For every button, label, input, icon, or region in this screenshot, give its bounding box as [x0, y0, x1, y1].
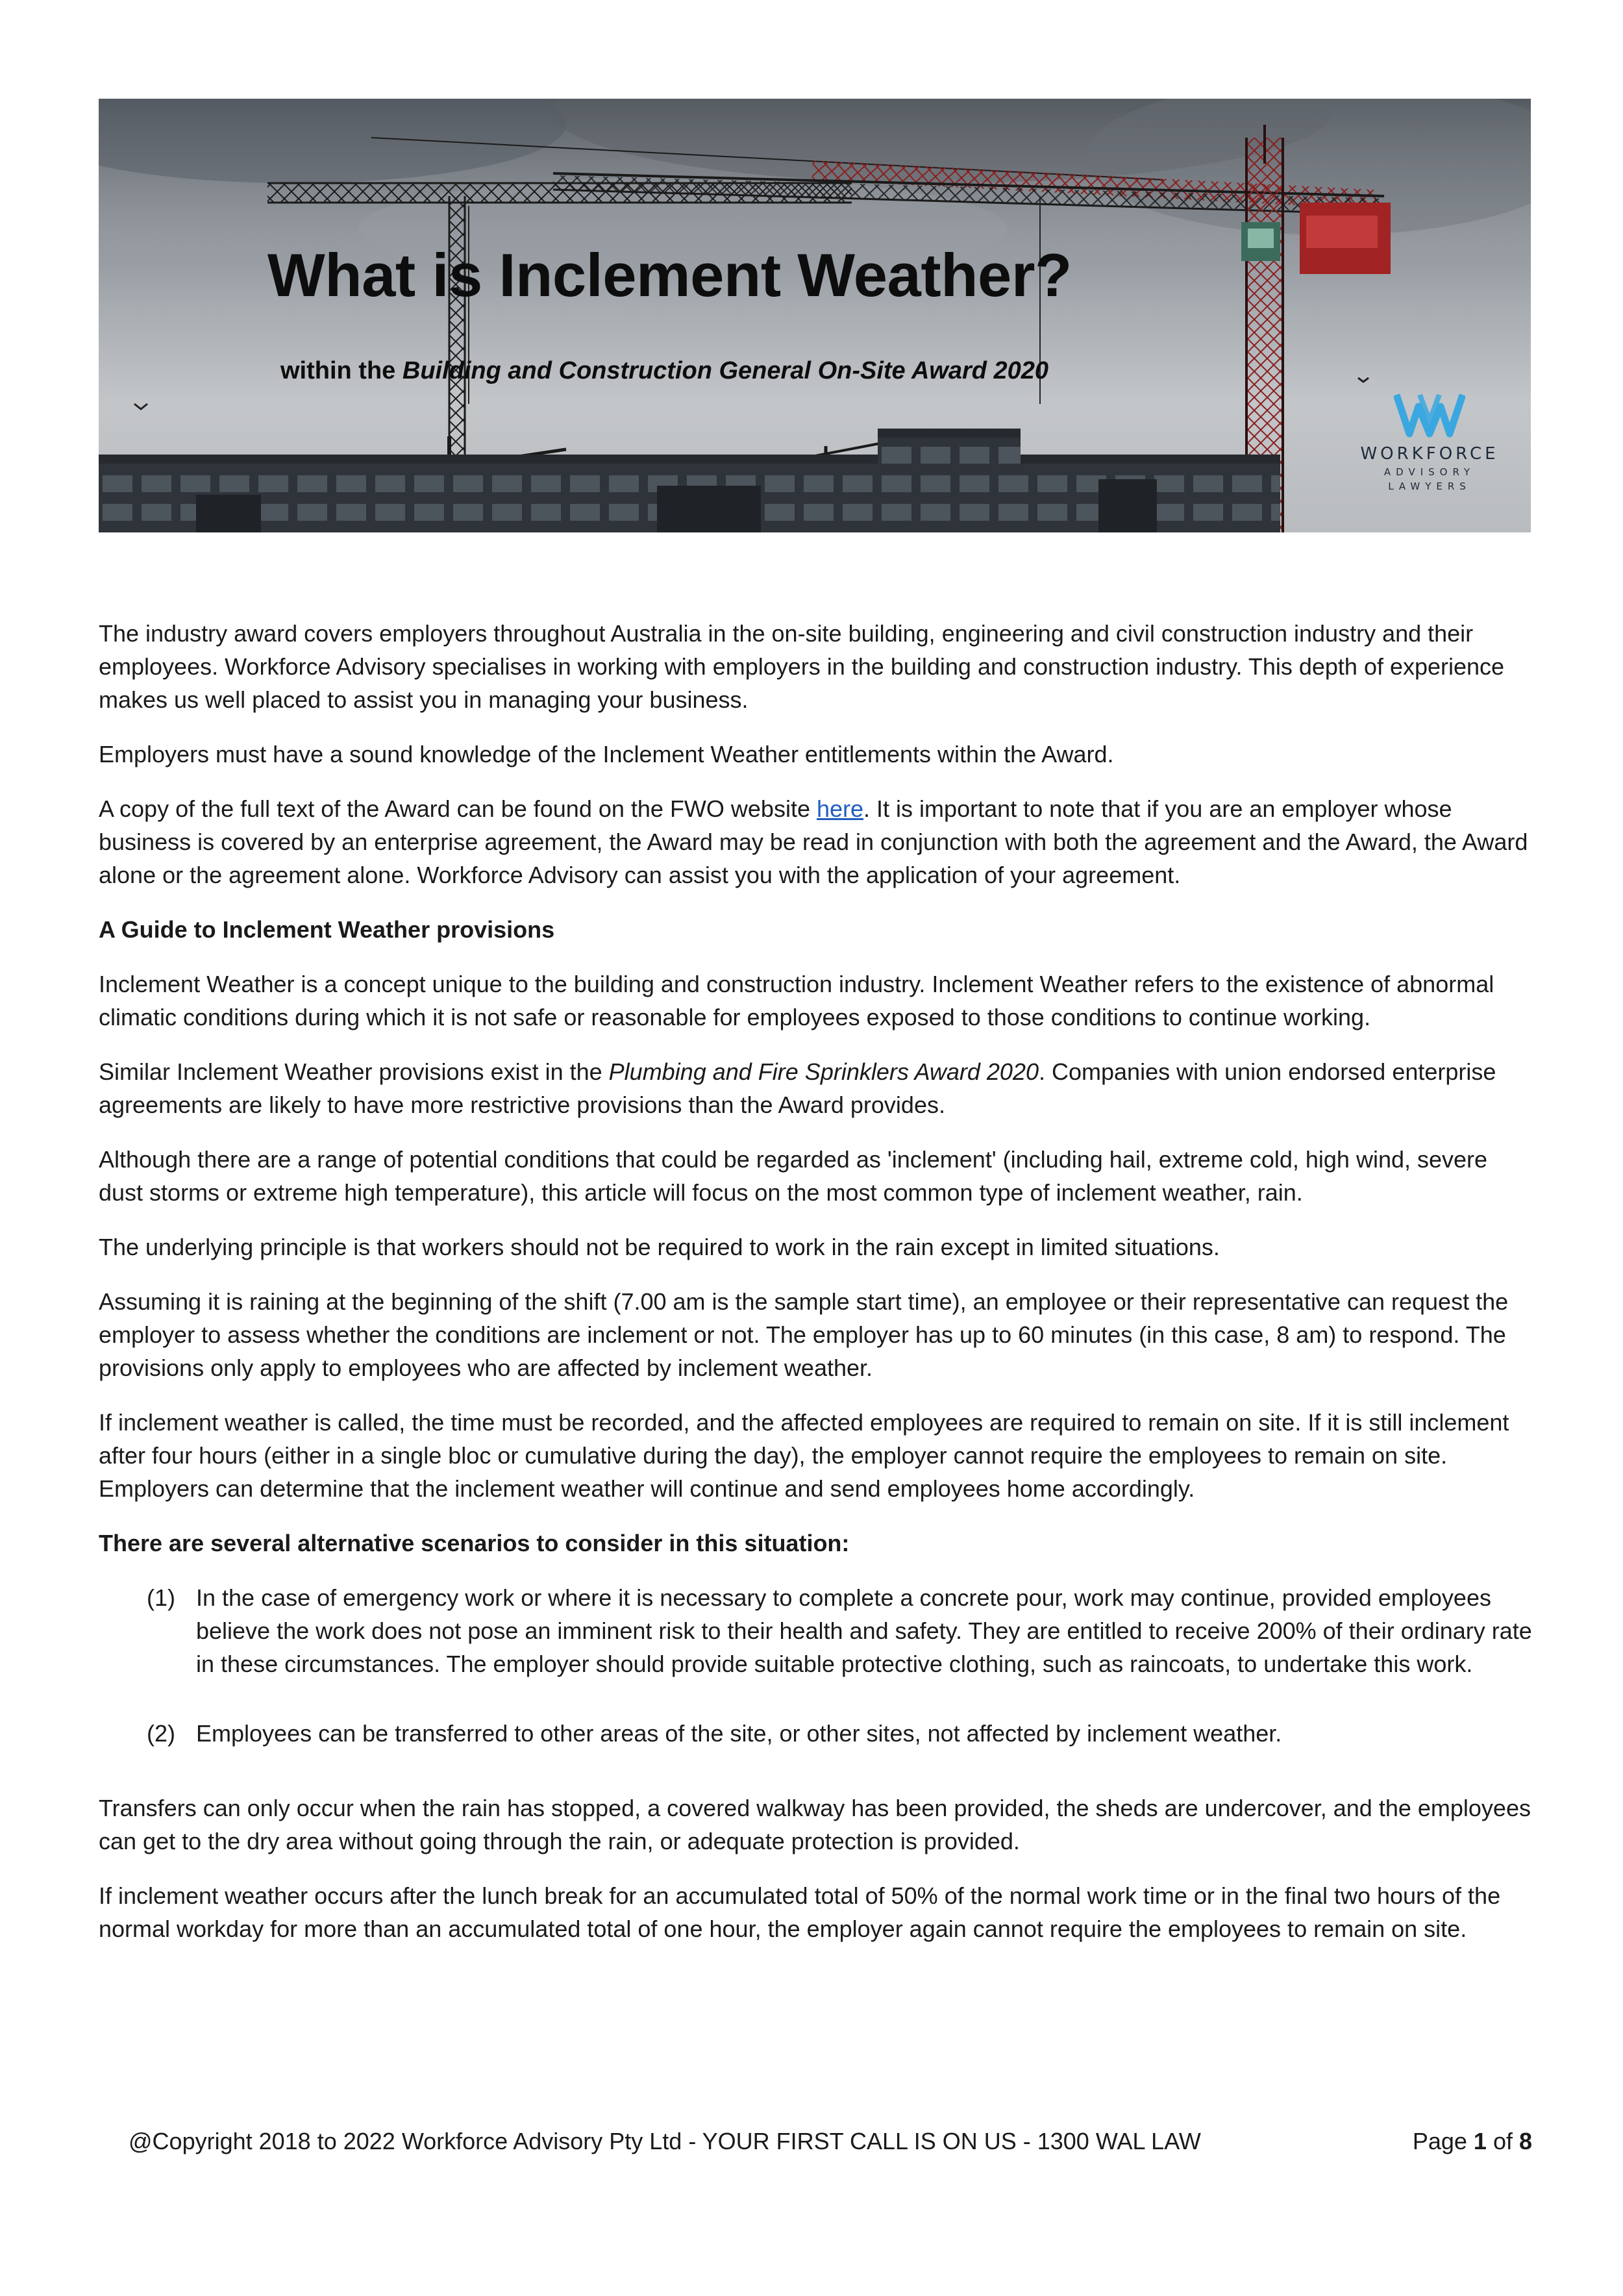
footer-copyright: @Copyright 2018 to 2022 Workforce Advisory Pty Ltd - YOUR FIRST CALL IS ON US - 1300 WAL LAW	[129, 2128, 1201, 2154]
paragraph-lunch: If inclement weather occurs after the lunch break for an accumulated total of 50% of the normal work time or in the final two hours of the normal workday for more than an accumulated total of one hour, the employer again cannot require the employees to remain on site.	[99, 1882, 1501, 1942]
plumbing-text-rest: . Companies with union endorsed enterprise agreements are likely to have more restrictive provisions than the Award provides.	[99, 1058, 1496, 1118]
wal-logo-icon	[1394, 391, 1465, 438]
paragraph-concept: Inclement Weather is a concept unique to the building and construction industry. Inclement Weather refers to the existence of abnormal climatic conditions during which it is not safe or reasonable for employees exposed to those conditions to continue working.	[99, 971, 1494, 1030]
plumbing-text: Similar Inclement Weather provisions exist in the	[99, 1058, 609, 1085]
page-subtitle	[280, 357, 1048, 385]
paragraph-principle: The underlying principle is that workers should not be required to work in the rain except in limited situations.	[99, 1234, 1220, 1260]
page-current: 1	[1473, 2128, 1487, 2154]
paragraph-award-copy	[99, 792, 1533, 892]
section-heading-guide: A Guide to Inclement Weather provisions	[99, 916, 555, 943]
award-copy-text-rest: . It is important to note that if you are an employer whose business is covered by an enterprise agreement, the Award may be read in conjunction with both the agreement and the Award, the Award alone or the agreement alone. Workforce Advisory can assist you with the application of your agreement.	[99, 795, 1528, 888]
page-label: Page	[1412, 2128, 1474, 2154]
logo-sub-lawyers: LAWYERS	[1388, 480, 1471, 492]
plumbing-award-name: Plumbing and Fire Sprinklers Award 2020	[608, 1058, 1039, 1085]
page-footer	[129, 2128, 1532, 2164]
fwo-link[interactable]: here	[816, 795, 864, 822]
page-number	[1413, 2128, 1532, 2155]
list-item	[99, 1581, 1533, 1680]
paragraph-called: If inclement weather is called, the time must be recorded, and the affected employees are required to remain on site. If it is still inclement after four hours (either in a single bloc or cumulative during the day), the employer cannot require the employees to remain on site. Employers can determine that the inclement weather will continue and send employees home accordingly.	[99, 1409, 1509, 1502]
list-item-number: (1)	[147, 1584, 175, 1611]
list-item-text: Employees can be transferred to other areas of the site, or other sites, not affected by inclement weather.	[196, 1720, 1282, 1747]
subtitle-prefix: within the	[280, 357, 403, 384]
paragraph-conditions: Although there are a range of potential conditions that could be regarded as 'inclement' (including hail, extreme cold, high wind, severe dust storms or extreme high temperature), this article will focus on the most common type of inclement weather, rain.	[99, 1146, 1488, 1206]
logo-sub-advisory: ADVISORY	[1383, 466, 1476, 478]
page-total: 8	[1518, 2128, 1532, 2154]
paragraph-intro: The industry award covers employers throughout Australia in the on-site building, engineering and civil construction industry and their employees. Workforce Advisory specialises in working with employers in the building and construction industry. This depth of experience makes us well placed to assist you in managing your business.	[99, 620, 1505, 713]
paragraph-shift-start: Assuming it is raining at the beginning of the shift (7.00 am is the sample start time), an employee or their representative can request the employer to assess whether the conditions are inclement or not. The employer has up to 60 minutes (in this case, 8 am) to respond. The provisions only apply to employees who are affected by inclement weather.	[99, 1288, 1509, 1381]
award-copy-text: A copy of the full text of the Award can be found on the FWO website	[99, 795, 817, 822]
paragraph-plumbing	[99, 1055, 1533, 1121]
company-logo	[1352, 391, 1507, 508]
construction-crane-image	[99, 99, 1531, 532]
subtitle-award-name: Building and Construction General On-Site Award 2020	[402, 357, 1049, 384]
logo-word: WORKFORCE	[1360, 444, 1499, 464]
list-item-number: (2)	[147, 1720, 175, 1747]
page-title: What is Inclement Weather?	[267, 241, 1072, 309]
list-item-text: In the case of emergency work or where it is necessary to complete a concrete pour, work may continue, provided employees believe the work does not pose an imminent risk to their health and safety. They are entitled to receive 200% of their ordinary rate in these circumstances. The employer should provide suitable protective clothing, such as raincoats, to undertake this work.	[196, 1584, 1532, 1677]
section-heading-scenarios: There are several alternative scenarios to consider in this situation:	[99, 1530, 850, 1556]
page-of: of	[1486, 2128, 1519, 2154]
paragraph-transfers: Transfers can only occur when the rain has stopped, a covered walkway has been provided, the sheds are undercover, and the employees can get to the dry area without going through the rain, or adequate protection is provided.	[99, 1795, 1531, 1854]
paragraph-knowledge: Employers must have a sound knowledge of the Inclement Weather entitlements within the Award.	[99, 741, 1114, 767]
building-silhouette	[99, 429, 1280, 532]
header-banner	[99, 99, 1531, 532]
scenario-list	[99, 1581, 1533, 1750]
list-item	[99, 1717, 1533, 1750]
article-body	[99, 617, 1533, 1967]
